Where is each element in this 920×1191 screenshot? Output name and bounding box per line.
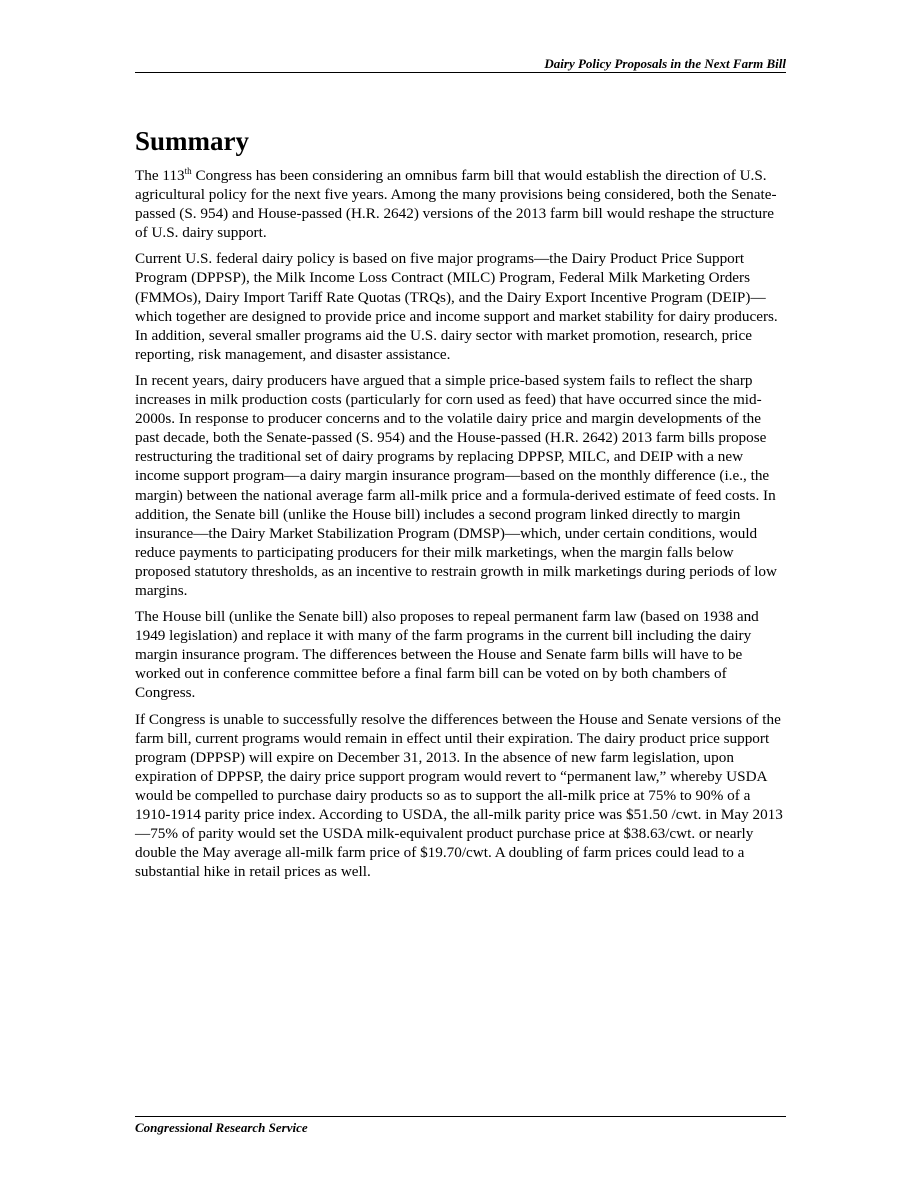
running-footer-org: Congressional Research Service: [135, 1120, 308, 1135]
summary-paragraph-4: The House bill (unlike the Senate bill) also proposes to repeal permanent farm law (based on 1938 and 1949 legislation) and replace it with many of the farm programs in the current bill including the dairy margin insurance program. The differences between the House and Senate farm bills will have to be worked out in conference committee before a final farm bill can be voted on by both chambers of Congress.: [135, 608, 759, 702]
summary-paragraph-1: [135, 166, 786, 242]
summary-paragraph-3: In recent years, dairy producers have argued that a simple price-based system fails to reflect the sharp increases in milk production costs (particularly for corn used as feed) that have occurred since the mid-2000s. In response to producer concerns and to the volatile dairy price and margin developments of the past decade, both the Senate-passed (S. 954) and the House-passed (H.R. 2642) 2013 farm bills propose restructuring the traditional set of dairy programs by replacing DPPSP, MILC, and DEIP with a new income support program—a dairy margin insurance program—based on the monthly difference (i.e., the margin) between the national average farm all-milk price and a formula-derived estimate of feed costs. In addition, the Senate bill (unlike the House bill) includes a second program linked directly to margin insurance—the Dairy Market Stabilization Program (DMSP)—which, under certain conditions, would reduce payments to participating producers for their milk marketings, when the margin falls below proposed statutory thresholds, as an incentive to restrain growth in milk marketings during periods of low margins.: [135, 371, 777, 599]
running-header-title: Dairy Policy Proposals in the Next Farm Bill: [544, 56, 786, 71]
header-rule: [135, 72, 786, 73]
summary-paragraph-2: Current U.S. federal dairy policy is based on five major programs—the Dairy Product Price Support Program (DPPSP), the Milk Income Loss Contract (MILC) Program, Federal Milk Marketing Orders (FMMOs), Dairy Import Tariff Rate Quotas (TRQs), and the Dairy Export Incentive Program (DEIP)—which together are designed to provide price and income support and market stability for dairy producers. In addition, several smaller programs aid the U.S. dairy sector with market promotion, research, price reporting, risk management, and disaster assistance.: [135, 250, 778, 363]
footer-rule: [135, 1116, 786, 1117]
section-title: Summary: [135, 126, 249, 156]
paragraph-1-rest: Congress has been considering an omnibus farm bill that would establish the direction of U.S. agricultural policy for the next five years. Among the many provisions being considered, both the Senate-passed (S. 954) and House-passed (H.R. 2642) versions of the 2013 farm bill would reshape the structure of U.S. dairy support.: [135, 167, 777, 242]
ordinal-superscript: th: [184, 165, 192, 176]
summary-paragraph-5: If Congress is unable to successfully resolve the differences between the House and Senate versions of the farm bill, current programs would remain in effect until their expiration. The dairy product price support program (DPPSP) will expire on December 31, 2013. In the absence of new farm legislation, upon expiration of DPPSP, the dairy price support program would revert to “permanent law,” whereby USDA would be compelled to purchase dairy products so as to support the all-milk price at 75% to 90% of a 1910-1914 parity price index. According to USDA, the all-milk parity price was $51.50 /cwt. in May 2013—75% of parity would set the USDA milk-equivalent product purchase price at $38.63/cwt. or nearly double the May average all-milk farm price of $19.70/cwt. A doubling of farm prices could lead to a substantial hike in retail prices as well.: [135, 710, 783, 881]
paragraph-1-start: The 113: [135, 167, 185, 184]
summary-body: [135, 166, 786, 888]
